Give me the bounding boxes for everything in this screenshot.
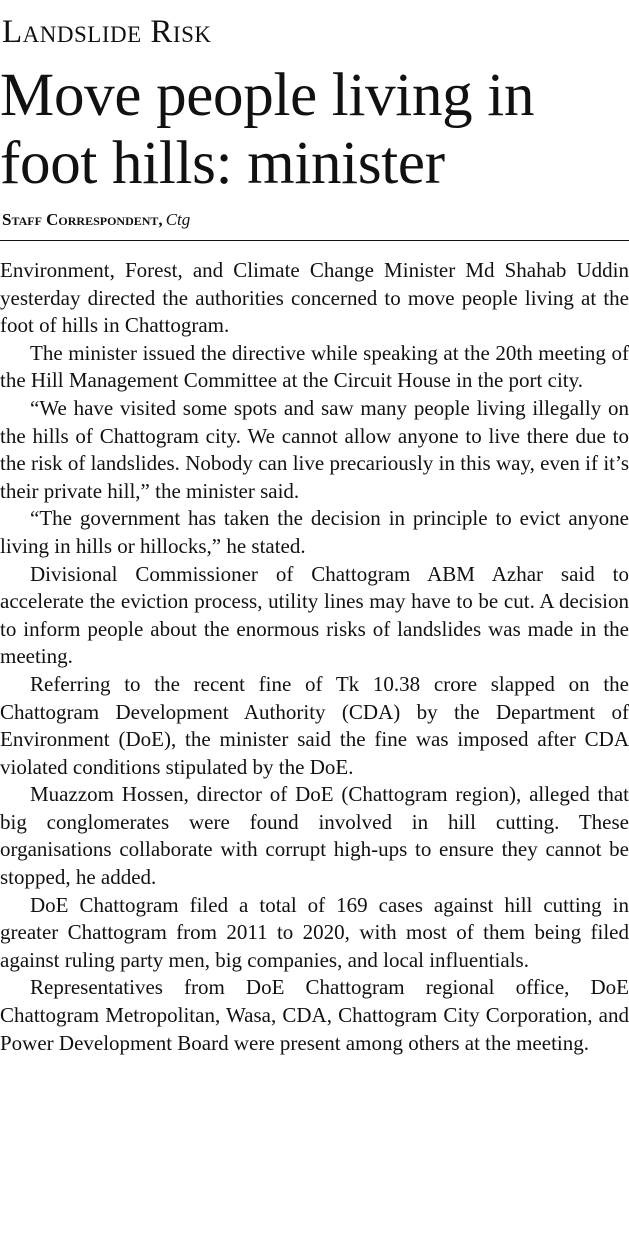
article-byline: [2, 208, 190, 232]
article-paragraph: Representatives from DoE Chattogram regional office, DoE Chattogram Metropolitan, Wasa, CDA, Chattogram City Corporation, and Power Development Board were present among others at the meeting.: [0, 975, 629, 1055]
byline-divider: [0, 240, 629, 241]
article-paragraph: Divisional Commissioner of Chattogram ABM Azhar said to accelerate the eviction process, utility lines may have to be cut. A decision to inform people about the enormous risks of landslides was made in the meeting.: [0, 561, 629, 669]
article-paragraph: “We have visited some spots and saw many people living illegally on the hills of Chattogram city. We cannot allow anyone to live there due to the risk of landslides. Nobody can live precariously in this way, even if it’s their private hill,” the minister said.: [0, 395, 629, 503]
article-paragraph: DoE Chattogram filed a total of 169 cases against hill cutting in greater Chattogram from 2011 to 2020, with most of them being filed against ruling party men, big companies, and local influentials.: [0, 892, 629, 972]
byline-author: Staff Correspondent,: [2, 210, 163, 229]
byline-location: Ctg: [165, 210, 191, 229]
article-paragraph: Environment, Forest, and Climate Change Minister Md Shahab Uddin yesterday directed the authorities concerned to move people living at the foot of hills in Chattogram.: [0, 258, 629, 338]
article-paragraph: Muazzom Hossen, director of DoE (Chattogram region), alleged that big conglomerates were found involved in hill cutting. These organisations collaborate with corrupt high-ups to ensure they cannot be stopped, he added.: [0, 782, 629, 890]
article-paragraph: “The government has taken the decision in principle to evict anyone living in hills or hillocks,” he stated.: [0, 506, 629, 558]
article-body: [0, 257, 629, 1057]
article-headline: Move people living in foot hills: minister: [0, 62, 535, 197]
article-paragraph: Referring to the recent fine of Tk 10.38 crore slapped on the Chattogram Development Authority (CDA) by the Department of Environment (DoE), the minister said the fine was imposed after CDA violated conditions stipulated by the DoE.: [0, 671, 629, 779]
article-paragraph: The minister issued the directive while speaking at the 20th meeting of the Hill Management Committee at the Circuit House in the port city.: [0, 340, 629, 393]
article-kicker: Landslide Risk: [2, 14, 212, 50]
